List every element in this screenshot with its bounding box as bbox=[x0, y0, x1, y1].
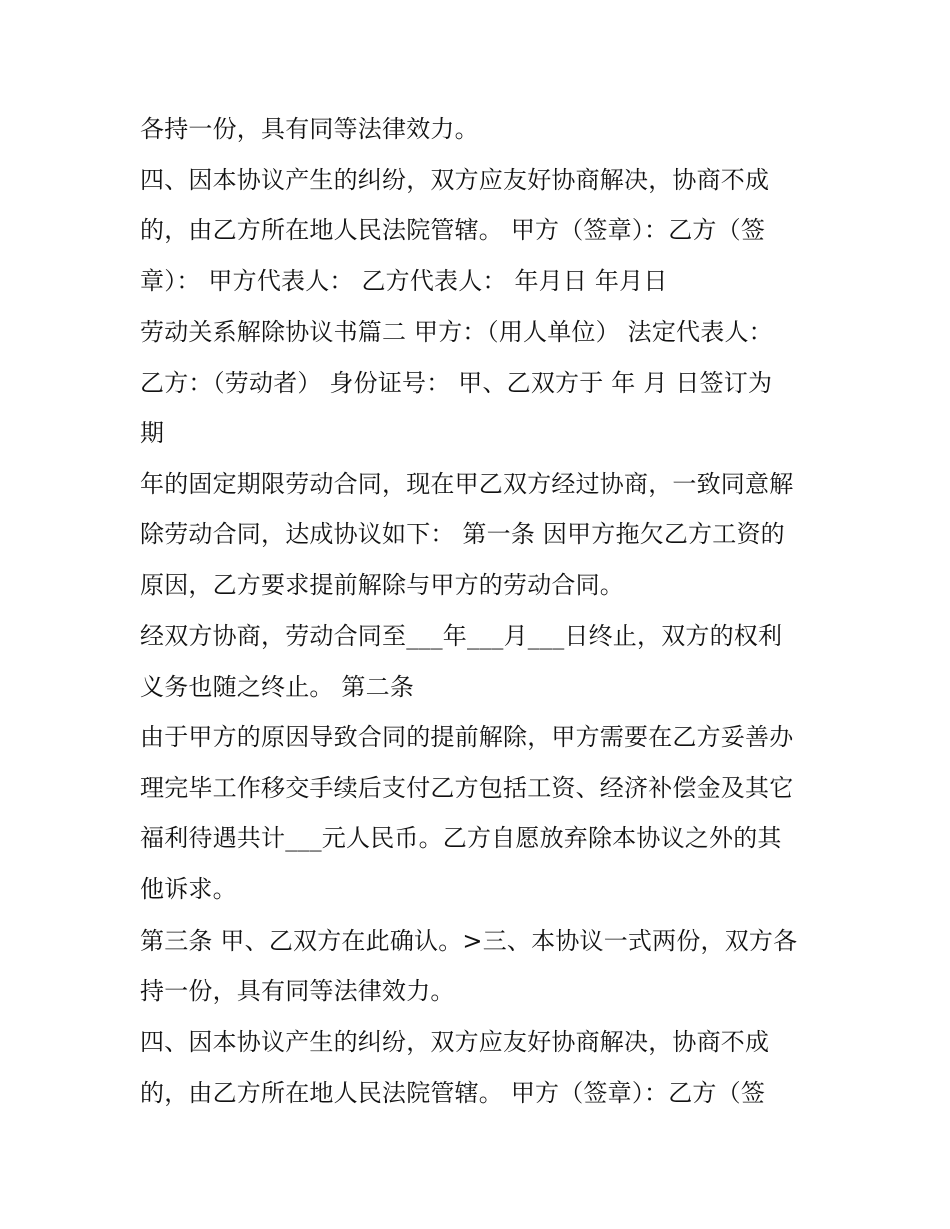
text-line: 原因，乙方要求提前解除与甲方的劳动合同。 bbox=[140, 571, 624, 599]
text-line: 持一份，具有同等法律效力。 bbox=[140, 977, 455, 1005]
text-line: 福利待遇共计___元人民币。乙方自愿放弃除本协议之外的其 bbox=[140, 824, 782, 852]
text-line: 他诉求。 bbox=[140, 875, 237, 903]
text-line: 义务也随之终止。 第二条 bbox=[140, 673, 415, 701]
text-line: 年的固定期限劳动合同，现在甲乙双方经过协商，一致同意解 bbox=[140, 470, 794, 498]
text-line: 第三条 甲、乙双方在此确认。>三、本协议一式两份，双方各 bbox=[140, 927, 798, 955]
text-line: 乙方：（劳动者） 身份证号： 甲、乙双方于 年 月 日签订为 bbox=[140, 369, 773, 397]
text-line: 各持一份，具有同等法律效力。 bbox=[140, 115, 479, 143]
text-line: 理完毕工作移交手续后支付乙方包括工资、经济补偿金及其它 bbox=[140, 774, 794, 802]
text-line: 期 bbox=[140, 419, 165, 447]
text-line: 除劳动合同，达成协议如下： 第一条 因甲方拖欠乙方工资的 bbox=[140, 520, 785, 548]
text-line: 的，由乙方所在地人民法院管辖。 甲方（签章）：乙方（签 bbox=[140, 216, 766, 244]
text-line: 经双方协商，劳动合同至___年___月___日终止，双方的权利 bbox=[140, 622, 783, 650]
text-line: 章）： 甲方代表人： 乙方代表人： 年月日 年月日 bbox=[140, 267, 668, 295]
text-line: 的，由乙方所在地人民法院管辖。 甲方（签章）：乙方（签 bbox=[140, 1079, 766, 1107]
text-line: 劳动关系解除协议书篇二 甲方：（用人单位） 法定代表人： bbox=[140, 318, 773, 346]
text-line: 四、因本协议产生的纠纷，双方应友好协商解决，协商不成 bbox=[140, 166, 770, 194]
text-line: 四、因本协议产生的纠纷，双方应友好协商解决，协商不成 bbox=[140, 1028, 770, 1056]
text-line: 由于甲方的原因导致合同的提前解除，甲方需要在乙方妥善办 bbox=[140, 723, 794, 751]
